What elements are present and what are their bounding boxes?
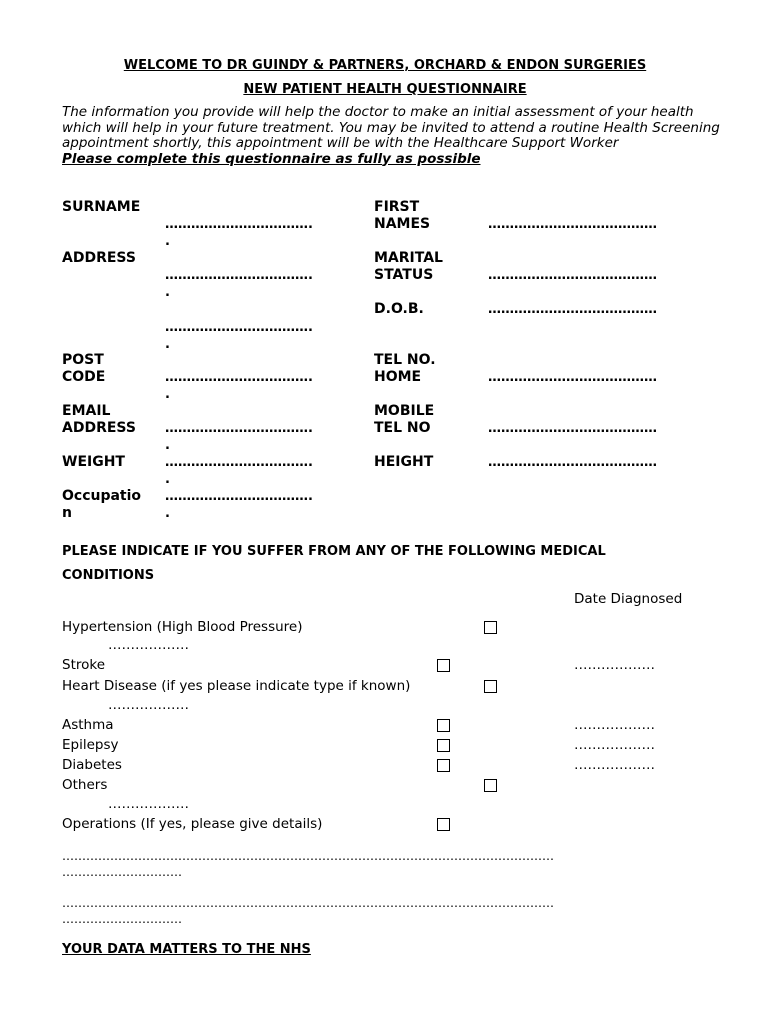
epilepsy-date-field[interactable]: ………………: [574, 737, 655, 753]
diabetes-date-field[interactable]: ………………: [574, 757, 655, 773]
page-subtitle: NEW PATIENT HEALTH QUESTIONNAIRE: [243, 82, 527, 97]
first-names-label: FIRST NAMES: [374, 199, 431, 232]
others-label: Others: [62, 777, 108, 793]
operations-details-line-2[interactable]: ……………………………………………………………………………………………………………: [62, 896, 554, 910]
email-field[interactable]: ……………………………. .: [165, 421, 313, 453]
date-diagnosed-header: Date Diagnosed: [574, 591, 683, 607]
address-label: ADDRESS: [62, 250, 136, 266]
surname-field[interactable]: ……………………………. .: [165, 217, 313, 249]
surname-label: SURNAME: [62, 199, 141, 215]
address-field-2[interactable]: ……………………………. .: [165, 320, 313, 352]
marital-status-field[interactable]: …………………………………: [488, 268, 657, 283]
heart-disease-checkbox[interactable]: [484, 680, 497, 693]
weight-field[interactable]: ……………………………. .: [165, 455, 313, 487]
email-label: EMAIL ADDRESS: [62, 403, 136, 436]
first-names-field[interactable]: …………………………………: [488, 217, 657, 232]
others-checkbox[interactable]: [484, 779, 497, 792]
data-matters-heading: YOUR DATA MATTERS TO THE NHS: [62, 942, 311, 957]
page-title: WELCOME TO DR GUINDY & PARTNERS, ORCHARD & ENDON SURGERIES: [123, 58, 647, 73]
tel-home-field[interactable]: …………………………………: [488, 370, 657, 385]
postcode-label: POST CODE: [62, 352, 106, 385]
epilepsy-checkbox[interactable]: [437, 739, 450, 752]
dob-field[interactable]: …………………………………: [488, 302, 657, 317]
asthma-label: Asthma: [62, 717, 114, 733]
mobile-field[interactable]: …………………………………: [488, 421, 657, 436]
marital-status-label: MARITAL STATUS: [374, 250, 443, 283]
others-date-field[interactable]: ………………: [108, 796, 189, 812]
operations-details-line-1[interactable]: ……………………………………………………………………………………………………………: [62, 849, 554, 863]
height-field[interactable]: …………………………………: [488, 455, 657, 470]
operations-details-line-1b[interactable]: …………………………: [62, 865, 182, 879]
intro-emphasis: Please complete this questionnaire as fully as possible: [62, 150, 481, 167]
address-field-1[interactable]: ……………………………. .: [165, 268, 313, 300]
diabetes-checkbox[interactable]: [437, 759, 450, 772]
operations-details-line-2b[interactable]: …………………………: [62, 912, 182, 926]
occupation-field[interactable]: ……………………………. .: [165, 489, 313, 521]
conditions-heading: PLEASE INDICATE IF YOU SUFFER FROM ANY OF THE FOLLOWING MEDICAL: [62, 544, 606, 559]
occupation-label: Occupatio n: [62, 488, 142, 521]
dob-label: D.O.B.: [374, 301, 424, 317]
operations-checkbox[interactable]: [437, 818, 450, 831]
diabetes-label: Diabetes: [62, 757, 122, 773]
heart-disease-label: Heart Disease (if yes please indicate type if known): [62, 678, 411, 694]
hypertension-date-field[interactable]: ………………: [108, 637, 189, 653]
tel-home-label: TEL NO. HOME: [374, 352, 436, 385]
epilepsy-label: Epilepsy: [62, 737, 119, 753]
hypertension-label: Hypertension (High Blood Pressure): [62, 619, 303, 635]
postcode-field[interactable]: ……………………………. .: [165, 370, 313, 402]
hypertension-checkbox[interactable]: [484, 621, 497, 634]
operations-label: Operations (If yes, please give details): [62, 816, 323, 832]
stroke-date-field[interactable]: ………………: [574, 657, 655, 673]
intro-paragraph: [62, 105, 722, 167]
stroke-checkbox[interactable]: [437, 659, 450, 672]
intro-text: The information you provide will help the doctor to make an initial assessment of your health which will help in your future treatment. You may be invited to attend a routine Health Screening appointment shortly, this appointment will be with the Healthcare Support Worker: [62, 104, 720, 151]
mobile-label: MOBILE TEL NO: [374, 403, 435, 436]
asthma-checkbox[interactable]: [437, 719, 450, 732]
weight-label: WEIGHT: [62, 454, 125, 470]
conditions-heading-2: CONDITIONS: [62, 568, 155, 583]
heart-disease-date-field[interactable]: ………………: [108, 697, 189, 713]
asthma-date-field[interactable]: ………………: [574, 717, 655, 733]
height-label: HEIGHT: [374, 454, 434, 470]
stroke-label: Stroke: [62, 657, 106, 673]
